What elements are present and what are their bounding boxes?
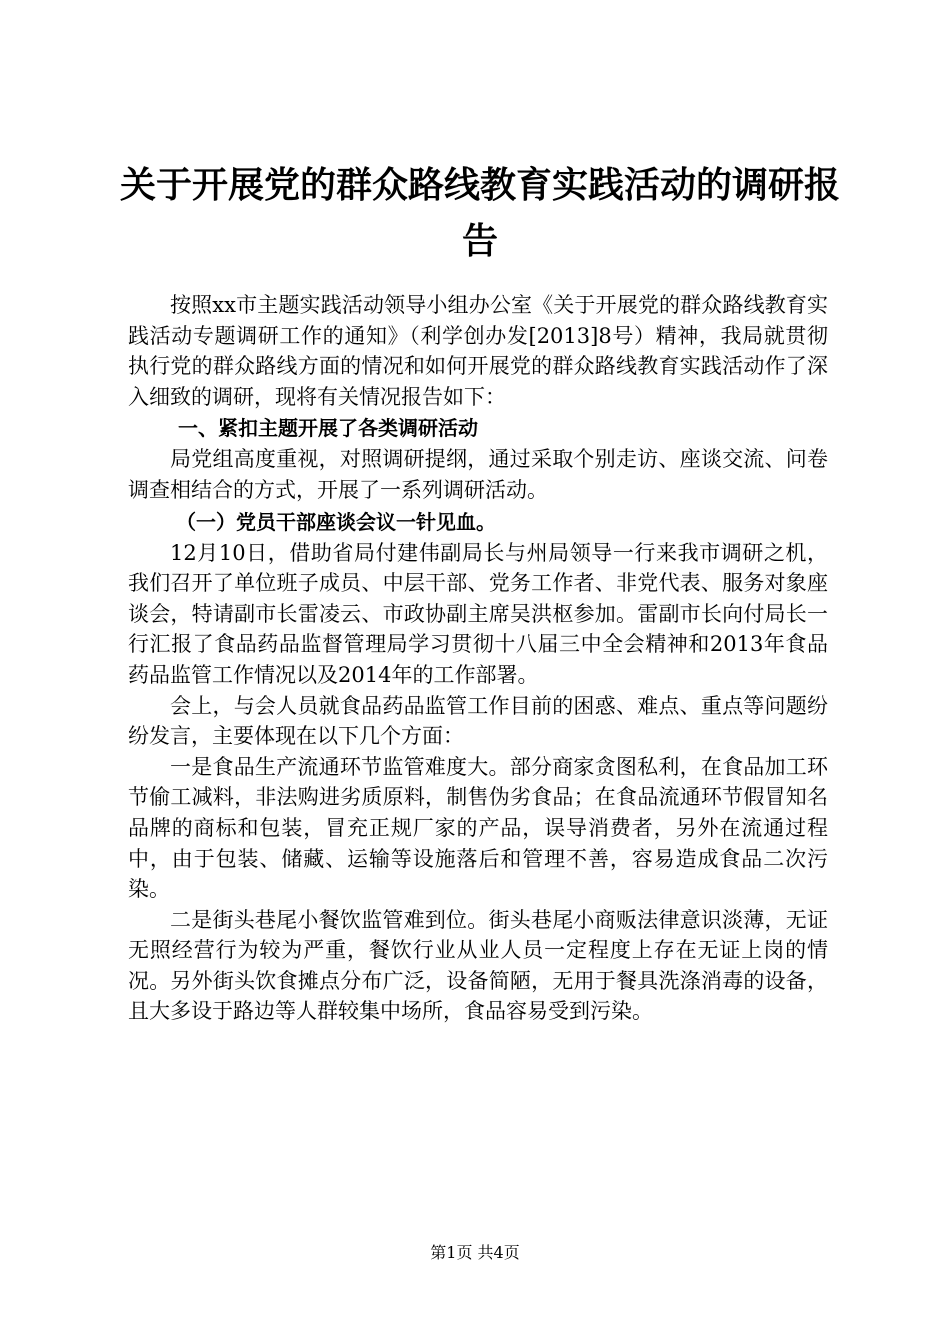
document-title: 关于开展党的群众路线教育实践活动的调研报告: [120, 165, 841, 262]
page-footer: 第1页 共4页: [430, 1243, 520, 1262]
paragraph-point-2: 二是街头巷尾小餐饮监管难到位。街头巷尾小商贩法律意识淡薄，无证无照经营行为较为严重，餐饮行业从业人员一定程度上存在无证上岗的情况。另外街头饮食摊点分布广泛，设备简陋，无用于餐具洗涤消毒的设备，且大多设于路边等人群较集中场所，食品容易受到污染。: [128, 907, 828, 1024]
subsection-heading-1: （一）党员干部座谈会议一针见血。: [176, 509, 496, 534]
section-heading-1: 一、紧扣主题开展了各类调研活动: [178, 416, 478, 441]
paragraph-discussion: 会上，与会人员就食品药品监管工作目前的困惑、难点、重点等问题纷纷发言，主要体现在以下几个方面：: [128, 693, 828, 749]
paragraph-point-1: 一是食品生产流通环节监管难度大。部分商家贪图私利，在食品加工环节偷工减料，非法购进劣质原料，制售伪劣食品；在食品流通环节假冒知名品牌的商标和包装，冒充正规厂家的产品，误导消费者，另外在流通过程中，由于包装、储藏、运输等设施落后和管理不善，容易造成食品二次污染。: [128, 754, 828, 902]
paragraph-intro: 按照xx市主题实践活动领导小组办公室《关于开展党的群众路线教育实践活动专题调研工作的通知》（利学创办发[2013]8号）精神，我局就贯彻执行党的群众路线方面的情况和如何开展党的群众路线教育实践活动作了深入细致的调研，现将有关情况报告如下：: [128, 293, 828, 409]
document-body: [128, 290, 828, 1027]
paragraph-section-1: 局党组高度重视，对照调研提纲，通过采取个别走访、座谈交流、问卷调查相结合的方式，开展了一系列调研活动。: [128, 447, 828, 502]
paragraph-meeting: 12月10日，借助省局付建伟副局长与州局领导一行来我市调研之机，我们召开了单位班子成员、中层干部、党务工作者、非党代表、服务对象座谈会，特请副市长雷凌云、市政协副主席吴洪枢参加。雷副市长向付局长一行汇报了食品药品监督管理局学习贯彻十八届三中全会精神和2013年食品药品监管工作情况以及2014年的工作部署。: [128, 540, 828, 687]
